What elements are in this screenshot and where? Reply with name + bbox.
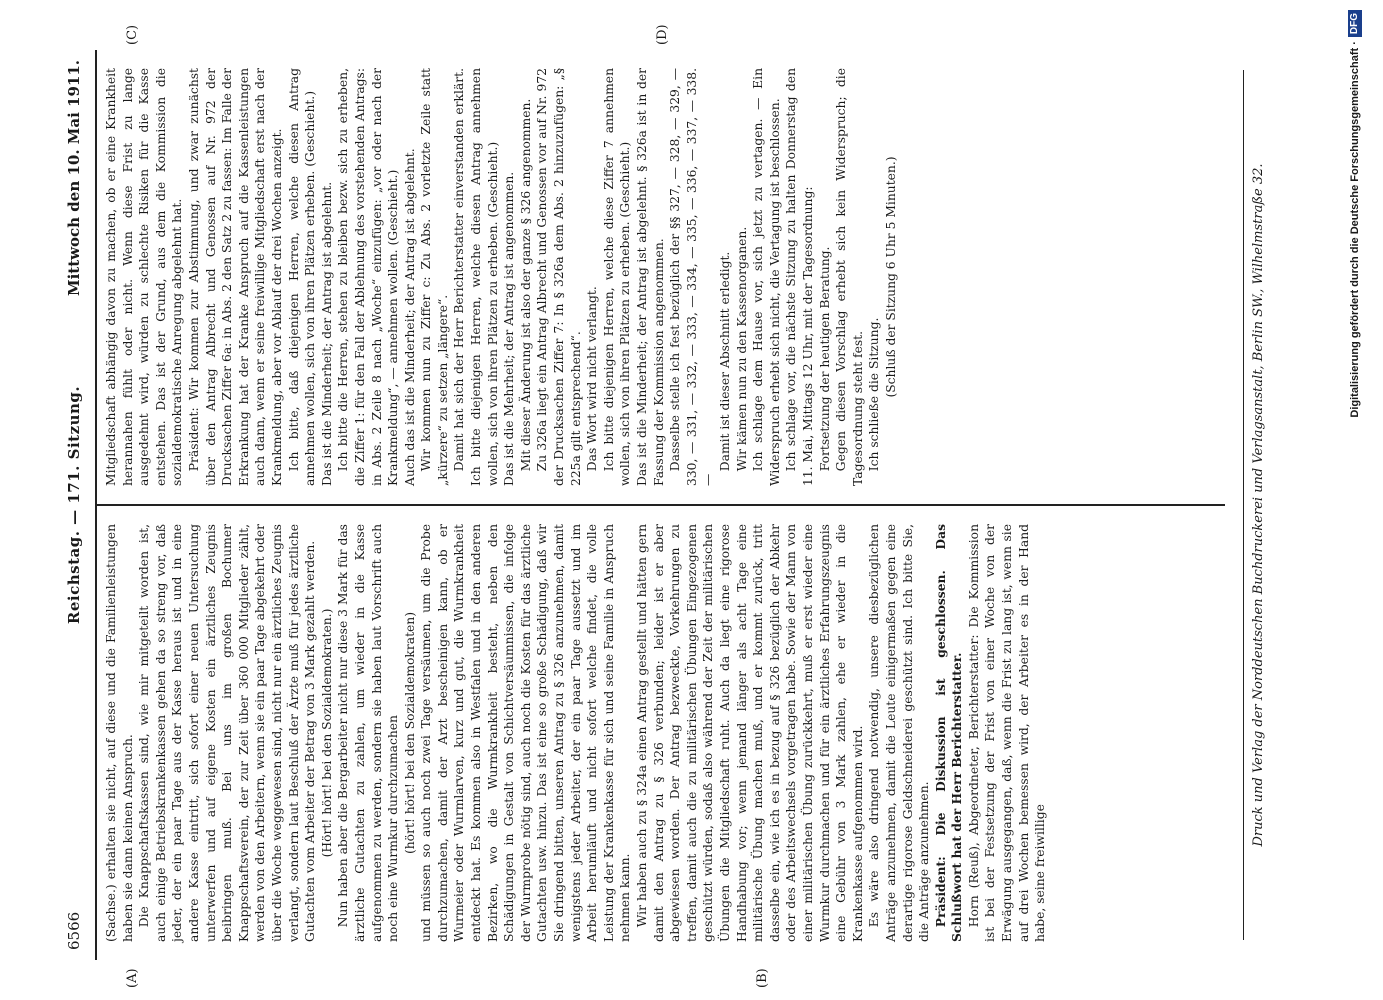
margin-marker-c: (C) [125, 24, 140, 45]
column-rule [95, 504, 1225, 506]
credit-text: Digitalisierung gefördert durch die Deutsche Forschungsgemeinschaft · [1349, 41, 1361, 418]
margin-marker-a: (A) [125, 968, 140, 988]
date-head: Mittwoch den 10. Mai 1911. [65, 60, 83, 297]
speaker-paragraph: Präsident: Die Diskussion ist geschlossen. Das Schlußwort hat der Herr Berichterstatter. [932, 524, 965, 942]
paragraph: Das ist die Mehrheit; der Antrag ist angenommen. [502, 171, 517, 486]
digitization-credit [1340, 10, 1370, 990]
paragraph: Wir kommen nun zu Ziffer c: Zu Abs. 2 vorletzte Zeile statt „kürzere“ zu setzen „längere“. [419, 68, 450, 486]
paragraph: Ich bitte diejenigen Herren, welche diese Ziffer 7 annehmen wollen, sich von ihren Plätzen zu erheben. (Geschieht.) [601, 68, 633, 486]
paragraph: Das ist die Minderheit; der Antrag ist abgelehnt. [319, 181, 334, 486]
margin-marker-b: (B) [755, 968, 770, 988]
paragraph: Gegen diesen Vorschlag erhebt sich kein Widerspruch; die Tagesordnung steht fest. [834, 68, 865, 486]
page-number: 6566 [65, 911, 83, 950]
paragraph: Damit hat sich der Herr Berichterstatter einverstanden erklärt. Ich bitte diejenigen Herren, welche diesen Antrag annehmen wollen, sich von ihren Plätzen zu erheben. (Geschieht.) [452, 68, 500, 486]
closing-line: (Schluß der Sitzung 6 Uhr 5 Minuten.) [883, 156, 898, 398]
paragraph: Das ist die Minderheit; der Antrag ist abgelehnt. § 326a ist in der Fassung der Kommission angenommen. [635, 68, 666, 486]
paragraph: Ich bitte die Herren, stehen zu bleiben bezw. sich zu erheben, die Ziffer 1: für den Fall der Ablehnung des vorstehenden Antrags: in Abs. 2 Zeile 8 nach „Woche“ einzufügen: „vor oder nach der Krankmeldung“, — annehmen wollen. (Geschieht.) [336, 68, 401, 486]
paragraph: Nun haben aber die Bergarbeiter nicht nur diese 3 Mark für das ärztliche Gutachten zu zahlen, um wieder in die Kasse aufgenommen zu werden, sondern sie haben laut Vorschrift auch noch eine Wurmkur durchzumachen [336, 524, 401, 942]
paragraph: Das Wort wird nicht verlangt. [585, 286, 600, 472]
interjection: (hört! hört! bei den Sozialdemokraten) [402, 611, 417, 855]
paragraph: Auch das ist die Minderheit; der Antrag ist abgelehnt. [402, 148, 417, 486]
right-column [103, 68, 900, 486]
paragraph: Damit ist dieser Abschnitt erledigt. [717, 251, 732, 472]
paragraph: und müssen so auch noch zwei Tage versäumen, um die Probe durchzumachen, damit der Arzt bescheinigen kann, ob er Wurmeier oder Wurmlarven, kurz und gut, die Wurmkrankheit entdeckt hat. Es kommen also in Westfalen und in den anderen Bezirken, wo die Wurmkrankheit besteht, neben den Schädigungen in Gestalt von Schichtversäumnissen, die infolge der Wurmprobe nötig sind, auch noch die Kosten für das ärztliche Gutachten usw. hinzu. Das ist eine so große Schädigung, daß wir Sie dringend bitten, unseren Antrag zu § 326 anzunehmen, damit wenigstens jeder Arbeiter, der ein paar Tage aussetzt und im Arbeit herumläuft und nicht sofort welche findet, die volle Leistung der Krankenkasse für sich und seine Familie in Anspruch nehmen kann. [419, 524, 633, 942]
paragraph: Zu 326a liegt ein Antrag Albrecht und Genossen vor auf Nr. 972 der Drucksachen Ziffer 7: In § 326a dem Abs. 2 hinzuzufügen: „§ 225a gilt entsprechend“. [535, 68, 583, 486]
paragraph: Ich schlage vor, die nächste Sitzung zu halten Donnerstag den 11. Mai, Mittags 12 Uhr, mit der Tagesordnung: [784, 68, 815, 486]
page-header [55, 50, 97, 960]
paragraph: Ich bitte, daß diejenigen Herren, welche diesen Antrag annehmen wollen, sich von ihren Plätzen erheben. (Geschieht.) [286, 68, 318, 486]
paragraph: Wir kämen nun zu den Kassenorganen. [734, 226, 749, 472]
paragraph: Mitgliedschaft abhängig davon zu machen, ob er eine Krankheit herannahen fühlt oder nicht. Wenn diese Frist zu lange ausgedehnt wird, würden zu schlechte Risiken für die Kasse entstehen. Das ist der Grund, aus dem die Kommission die sozialdemokratische Anregung abgelehnt hat. [104, 68, 185, 486]
paragraph: Fortsetzung der heutigen Beratung. [817, 246, 832, 472]
left-column [103, 524, 1049, 942]
paragraph: Dasselbe stelle ich fest bezüglich der §§ 327, — 328, — 329, — 330, — 331, — 332, — 333, — 334, — 335, — 336, — 337, — 338. — [668, 68, 716, 486]
dfg-logo: DFG [1348, 10, 1362, 37]
interjection: (Hört! hört! bei den Sozialdemokraten.) [319, 608, 334, 858]
printer-imprint: Druck und Verlag der Norddeutschen Buchdruckerei und Verlagsanstalt, Berlin SW., Wilhelmstraße 32. [1251, 163, 1266, 847]
speaker-paragraph: Horn (Reuß), Abgeordneter, Berichterstatter: Die Kommission ist bei der Festsetzung der Frist von einer Woche von der Erwägung ausgegangen, daß, wenn die Frist zu lang ist, wenn sie auf drei Wochen bemessen wird, der Arbeiter es in der Hand habe, seine freiwillige [966, 524, 1048, 942]
paragraph: (Sachse.) erhalten sie nicht, auf diese und die Familienleistungen haben sie dann keinen Anspruch. [104, 524, 135, 942]
paragraph: Ich schlage dem Hause vor, sich jetzt zu vertagen. — Ein Widerspruch erhebt sich nicht, die Vertagung ist beschlossen. [751, 68, 782, 486]
paragraph: Die Knappschaftskassen sind, wie mir mitgeteilt worden ist, auch einige Betriebskrankenkassen gehen da so streng vor, daß jeder, der ein paar Tage aus der Kasse heraus ist und in eine andere Kasse eintritt, sich sofort einer neuen Untersuchung unterwerfen und auf eigene Kosten ein ärztliches Zeugnis beibringen muß. Bei uns im großen Bochumer Knappschaftsverein, der zur Zeit über 360 000 Mitglieder zählt, werden von den Arbeitern, wenn sie ein paar Tage abgekehrt oder über die Woche weggewesen sind, nicht nur ein ärztliches Zeugnis verlangt, sondern laut Beschluß der Ärzte muß für jedes ärztliche Gutachten vom Arbeiter der Betrag von 3 Mark gezahlt werden. [137, 524, 318, 942]
paragraph: Mit dieser Änderung ist also der ganze § 326 angenommen. [518, 98, 533, 472]
document-page [55, 24, 1305, 988]
footer-rule [1243, 70, 1244, 940]
margin-marker-d: (D) [655, 24, 670, 45]
paragraph: Es wäre also dringend notwendig, unsere diesbezüglichen Anträge anzunehmen, damit die Leute einigermaßen gegen eine derartige rigorose Geldschneiderei geschützt sind. Ich bitte Sie, die Anträge anzunehmen. [867, 524, 932, 942]
speaker-paragraph: Präsident: Wir kommen zur Abstimmung, und zwar zunächst über den Antrag Albrecht und Genossen auf Nr. 972 der Drucksachen Ziffer 6a: in Abs. 2 den Satz 2 zu fassen: Im Falle der Erkrankung hat der Kranke Anspruch auf die Kassenleistungen auch dann, wenn er seine freiwillige Mitgliedschaft erst nach der Krankmeldung, aber vor Ablauf der drei Wochen anzeigt. [186, 68, 284, 486]
paragraph: Wir haben auch zu § 324a einen Antrag gestellt und hätten gern damit den Antrag zu § 326 verbunden; leider ist er aber abgewiesen worden. Der Antrag bezweckte, Vorkehrungen zu treffen, damit auch die zu militärischen Übungen Eingezogenen geschützt würden, sodaß also während der Zeit der militärischen Übungen die Mitgliedschaft ruht. Auch da liegt eine rigorose Handhabung vor; wenn jemand länger als acht Tage eine militärische Übung machen muß, und er kommt zurück, tritt dasselbe ein, wie ich es in bezug auf § 326 bezüglich der Abkehr oder des Arbeitswechsels vorgetragen habe. Sowie der Mann von einer militärischen Übung zurückkehrt, muß er erst wieder eine Wurmkur durchmachen und für ein ärztliches Erfahrungszeugnis eine Gebühr von 3 Mark zahlen, ehe er wieder in die Krankenkasse aufgenommen wird. [635, 524, 865, 942]
paragraph: Ich schließe die Sitzung. [867, 317, 882, 472]
running-head: Reichstag. — 171. Sitzung. [65, 385, 83, 625]
